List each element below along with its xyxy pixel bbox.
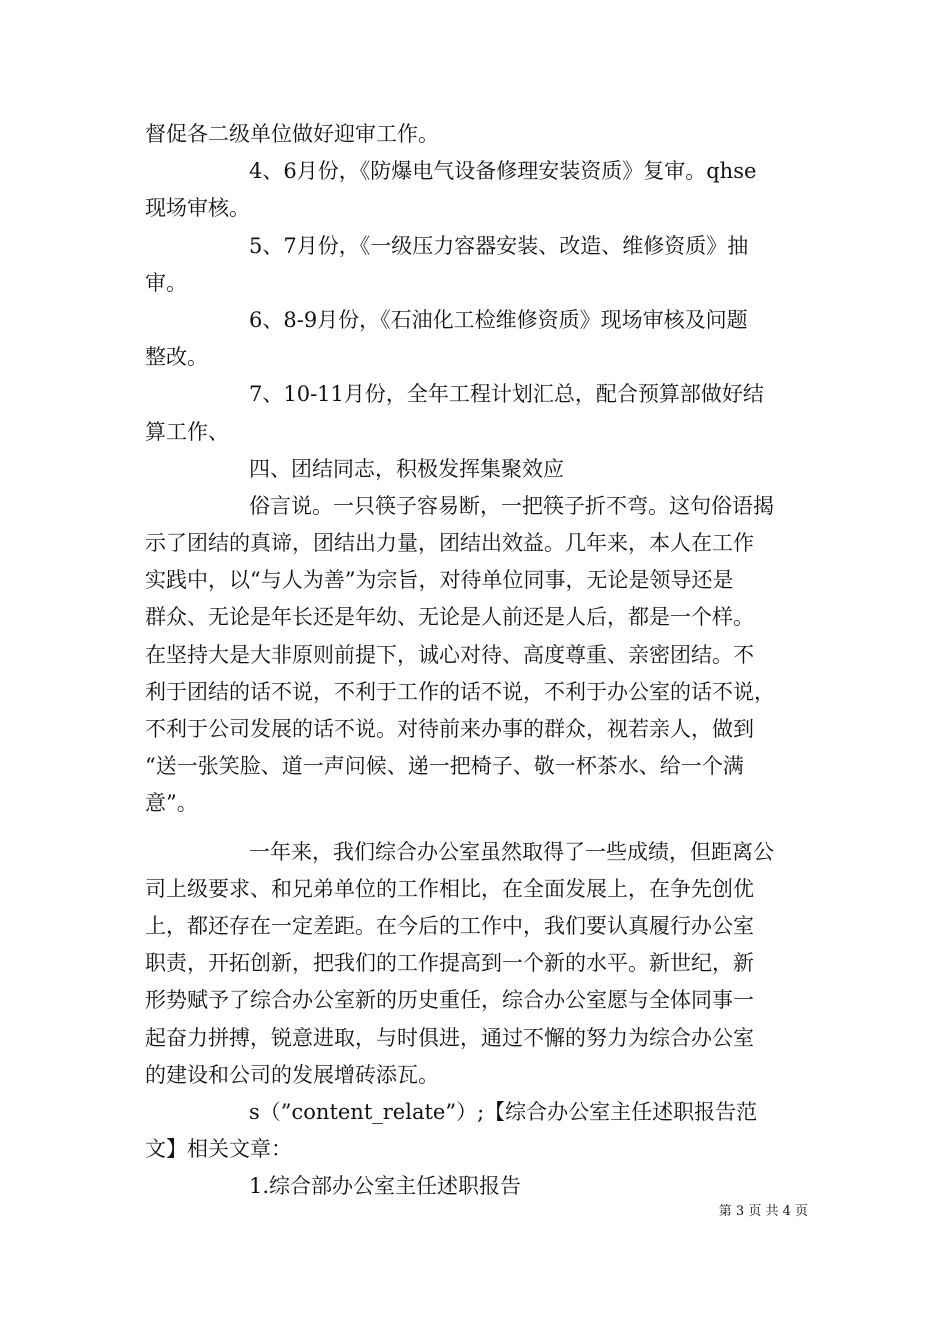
text-line: 俗言说。一只筷子容易断，一把筷子折不弯。这句俗语揭 xyxy=(249,493,774,518)
text-line: 7、10-11月份，全年工程计划汇总，配合预算部做好结 xyxy=(249,382,764,407)
text-line: 5、7月份，《一级压力容器安装、改造、维修资质》抽 xyxy=(249,233,749,258)
paragraph-gap xyxy=(145,823,807,834)
text-line: “送一张笑脸、道一声问候、递一把椅子、敬一杯茶水、给一个满 xyxy=(145,754,744,779)
text-line: 的建设和公司的发展增砖添瓦。 xyxy=(145,1062,439,1087)
text-line: 现场审核。 xyxy=(145,196,250,221)
text-line: 上，都还存在一定差距。在今后的工作中，我们要认真履行办公室 xyxy=(145,913,754,938)
document-body xyxy=(145,116,807,1205)
page-number: 第 3 页 共 4 页 xyxy=(718,1204,808,1219)
text-line: 不利于公司发展的话不说。对待前来办事的群众，视若亲人，做到 xyxy=(145,717,754,741)
text-line: 形势赋予了综合办公室新的历史重任，综合办公室愿与全体同事一 xyxy=(145,988,754,1013)
related-article-link[interactable]: 1.综合部办公室主任述职报告 xyxy=(249,1174,522,1199)
text-line: 司上级要求、和兄弟单位的工作相比，在全面发展上，在争先创优 xyxy=(145,876,754,901)
text-line: 利于团结的话不说，不利于工作的话不说，不利于办公室的话不说， xyxy=(145,679,775,704)
text-line: 一年来，我们综合办公室虽然取得了一些成绩，但距离公 xyxy=(249,839,774,864)
text-line: 示了团结的真谛，团结出力量，团结出效益。几年来，本人在工作 xyxy=(145,531,754,556)
text-line: 文】相关文章： xyxy=(145,1137,292,1162)
text-line: 职责，开拓创新，把我们的工作提高到一个新的水平。新世纪，新 xyxy=(145,951,754,976)
text-line: 审。 xyxy=(145,270,187,295)
text-line: 4、6月份，《防爆电气设备修理安装资质》复审。qhse xyxy=(249,159,757,184)
text-line: 群众、无论是年长还是年幼、无论是人前还是人后，都是一个样。 xyxy=(145,605,754,630)
text-line: s（”content_relate”）;【综合办公室主任述职报告范 xyxy=(249,1099,758,1124)
section-heading: 四、团结同志，积极发挥集聚效应 xyxy=(249,456,564,481)
text-line: 整改。 xyxy=(145,345,208,370)
text-line: 算工作、 xyxy=(145,419,229,444)
text-line: 起奋力拼搏，锐意进取，与时俱进，通过不懈的努力为综合办公室 xyxy=(145,1025,754,1050)
text-line: 在坚持大是大非原则前提下，诚心对待、高度尊重、亲密团结。不 xyxy=(145,642,754,667)
text-line: 督促各二级单位做好迎审工作。 xyxy=(145,122,439,146)
text-line: 6、8-9月份，《石油化工检维修资质》现场审核及问题 xyxy=(249,307,748,332)
text-line: 实践中，以“与人为善”为宗旨，对待单位同事，无论是领导还是 xyxy=(145,568,734,593)
text-line: 意”。 xyxy=(145,791,198,816)
